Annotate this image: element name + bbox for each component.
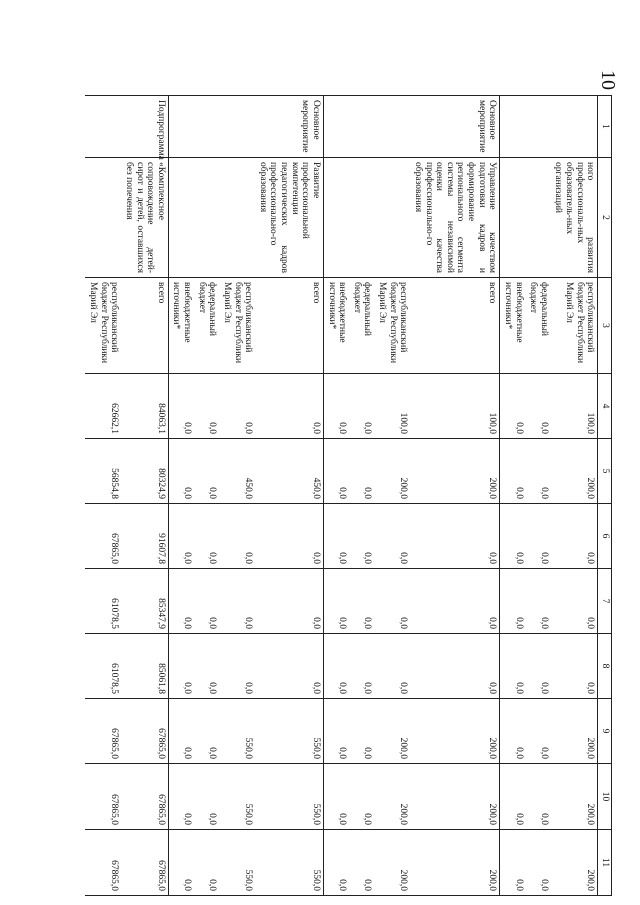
value-cell: 67865,0 xyxy=(121,764,168,830)
name-cell xyxy=(526,158,551,278)
value-cell: 0,0 xyxy=(500,374,526,439)
source-cell: республиканский бюджет Республики Марий Эл xyxy=(551,278,598,374)
name-cell: «Комплексное сопровождение детей-сирот и детей, оставшихся без попечения xyxy=(121,158,168,278)
value-cell: 450,0 xyxy=(219,439,255,504)
value-cell: 0,0 xyxy=(219,504,255,569)
value-cell: 0,0 xyxy=(500,764,526,830)
value-cell: 80324,9 xyxy=(121,439,168,504)
value-cell: 0,0 xyxy=(168,699,194,764)
value-cell: 0,0 xyxy=(526,764,551,830)
source-cell: всего xyxy=(255,278,323,374)
value-cell: 56854,8 xyxy=(86,439,122,504)
value-cell: 0,0 xyxy=(194,374,219,439)
value-cell: 0,0 xyxy=(324,439,350,504)
column-header: 9 xyxy=(598,699,612,764)
value-cell: 0,0 xyxy=(551,504,598,569)
value-cell: 0,0 xyxy=(194,569,219,634)
value-cell: 0,0 xyxy=(500,634,526,699)
value-cell: 0,0 xyxy=(551,569,598,634)
value-cell: 200,0 xyxy=(375,830,411,896)
status-cell xyxy=(86,96,122,158)
page-number: 10 xyxy=(597,70,620,90)
value-cell: 550,0 xyxy=(255,699,323,764)
column-header: 8 xyxy=(598,634,612,699)
value-cell: 85347,9 xyxy=(121,569,168,634)
value-cell: 200,0 xyxy=(551,439,598,504)
table-row xyxy=(500,96,526,896)
source-cell: федеральный бюджет xyxy=(349,278,374,374)
column-header: 7 xyxy=(598,569,612,634)
value-cell: 100,0 xyxy=(551,374,598,439)
value-cell: 0,0 xyxy=(349,699,374,764)
table-row xyxy=(168,96,194,896)
status-cell xyxy=(551,96,598,158)
name-cell xyxy=(500,158,526,278)
status-cell xyxy=(168,96,194,158)
value-cell: 0,0 xyxy=(324,374,350,439)
budget-table xyxy=(86,95,613,896)
value-cell: 0,0 xyxy=(219,374,255,439)
value-cell: 61078,5 xyxy=(86,569,122,634)
name-cell: Управление качеством подготовки кадров и формирование регионального сегмента системы независимой оценки качества профессионально-го образования xyxy=(410,158,500,278)
column-header: 5 xyxy=(598,439,612,504)
value-cell: 0,0 xyxy=(255,634,323,699)
status-cell xyxy=(194,96,219,158)
value-cell: 0,0 xyxy=(219,634,255,699)
value-cell: 550,0 xyxy=(255,764,323,830)
value-cell: 0,0 xyxy=(255,504,323,569)
name-cell: ного развития профессиональ-ных образователь-ных организаций xyxy=(551,158,598,278)
value-cell: 0,0 xyxy=(194,764,219,830)
value-cell: 0,0 xyxy=(410,504,500,569)
column-header: 1 xyxy=(598,96,612,158)
table-row xyxy=(219,96,255,896)
table-body xyxy=(86,96,598,896)
value-cell: 67865,0 xyxy=(121,699,168,764)
column-header: 4 xyxy=(598,374,612,439)
column-header: 2 xyxy=(598,158,612,278)
value-cell: 91607,8 xyxy=(121,504,168,569)
value-cell: 100,0 xyxy=(375,374,411,439)
value-cell: 0,0 xyxy=(349,439,374,504)
table-row xyxy=(255,96,323,896)
name-cell xyxy=(86,158,122,278)
status-cell: Основное мероприятие xyxy=(255,96,323,158)
source-cell: всего xyxy=(121,278,168,374)
value-cell: 0,0 xyxy=(526,569,551,634)
value-cell: 0,0 xyxy=(500,699,526,764)
status-cell: Подпрограмма xyxy=(121,96,168,158)
value-cell: 0,0 xyxy=(526,634,551,699)
table-row xyxy=(375,96,411,896)
value-cell: 0,0 xyxy=(526,830,551,896)
value-cell: 0,0 xyxy=(168,764,194,830)
name-cell: Развитие профессиональной компетенции педагогических кадров профессионально-го образования xyxy=(255,158,323,278)
value-cell: 0,0 xyxy=(324,699,350,764)
value-cell: 0,0 xyxy=(168,634,194,699)
value-cell: 200,0 xyxy=(551,830,598,896)
value-cell: 0,0 xyxy=(324,764,350,830)
value-cell: 61078,5 xyxy=(86,634,122,699)
value-cell: 0,0 xyxy=(500,439,526,504)
value-cell: 200,0 xyxy=(410,439,500,504)
source-cell: республиканский бюджет Республики Марий Эл xyxy=(375,278,411,374)
table-row xyxy=(194,96,219,896)
value-cell: 0,0 xyxy=(349,374,374,439)
value-cell: 0,0 xyxy=(324,634,350,699)
value-cell: 200,0 xyxy=(551,764,598,830)
header-row xyxy=(598,96,612,896)
value-cell: 0,0 xyxy=(551,634,598,699)
value-cell: 67865,0 xyxy=(86,504,122,569)
table-row xyxy=(526,96,551,896)
table-row xyxy=(324,96,350,896)
value-cell: 0,0 xyxy=(410,569,500,634)
table-row xyxy=(86,96,122,896)
value-cell: 67865,0 xyxy=(86,764,122,830)
status-cell xyxy=(526,96,551,158)
value-cell: 200,0 xyxy=(375,699,411,764)
source-cell: федеральный бюджет xyxy=(526,278,551,374)
value-cell: 0,0 xyxy=(194,439,219,504)
value-cell: 67865,0 xyxy=(121,830,168,896)
value-cell: 200,0 xyxy=(410,764,500,830)
status-cell xyxy=(219,96,255,158)
value-cell: 0,0 xyxy=(324,830,350,896)
value-cell: 0,0 xyxy=(168,569,194,634)
source-cell: республиканский бюджет Республики Марий Эл xyxy=(86,278,122,374)
value-cell: 0,0 xyxy=(324,504,350,569)
value-cell: 0,0 xyxy=(194,699,219,764)
column-header: 3 xyxy=(598,278,612,374)
rotated-sheet xyxy=(88,95,612,895)
value-cell: 550,0 xyxy=(219,764,255,830)
value-cell: 550,0 xyxy=(219,830,255,896)
value-cell: 0,0 xyxy=(219,569,255,634)
source-cell: всего xyxy=(410,278,500,374)
value-cell: 0,0 xyxy=(194,504,219,569)
column-header: 6 xyxy=(598,504,612,569)
source-cell: республиканский бюджет Республики Марий Эл xyxy=(219,278,255,374)
value-cell: 0,0 xyxy=(349,504,374,569)
source-cell: внебюджетные источники* xyxy=(168,278,194,374)
value-cell: 0,0 xyxy=(375,504,411,569)
value-cell: 0,0 xyxy=(324,569,350,634)
value-cell: 450,0 xyxy=(255,439,323,504)
value-cell: 0,0 xyxy=(168,830,194,896)
value-cell: 200,0 xyxy=(410,830,500,896)
table-row xyxy=(551,96,598,896)
value-cell: 0,0 xyxy=(194,634,219,699)
value-cell: 0,0 xyxy=(500,830,526,896)
value-cell: 0,0 xyxy=(500,504,526,569)
status-cell: Основное мероприятие xyxy=(410,96,500,158)
name-cell xyxy=(168,158,194,278)
value-cell: 67865,0 xyxy=(86,830,122,896)
value-cell: 0,0 xyxy=(526,439,551,504)
name-cell xyxy=(219,158,255,278)
value-cell: 0,0 xyxy=(255,374,323,439)
value-cell: 0,0 xyxy=(500,569,526,634)
value-cell: 84063,1 xyxy=(121,374,168,439)
status-cell xyxy=(349,96,374,158)
value-cell: 0,0 xyxy=(255,569,323,634)
value-cell: 0,0 xyxy=(526,504,551,569)
value-cell: 0,0 xyxy=(375,634,411,699)
value-cell: 0,0 xyxy=(349,764,374,830)
status-cell xyxy=(500,96,526,158)
value-cell: 200,0 xyxy=(375,439,411,504)
value-cell: 200,0 xyxy=(410,699,500,764)
value-cell: 200,0 xyxy=(375,764,411,830)
value-cell: 85061,8 xyxy=(121,634,168,699)
source-cell: федеральный бюджет xyxy=(194,278,219,374)
value-cell: 0,0 xyxy=(349,830,374,896)
value-cell: 200,0 xyxy=(551,699,598,764)
column-header: 11 xyxy=(598,830,612,896)
table-row xyxy=(349,96,374,896)
value-cell: 0,0 xyxy=(168,374,194,439)
source-cell: внебюджетные источники* xyxy=(500,278,526,374)
name-cell xyxy=(194,158,219,278)
value-cell: 0,0 xyxy=(526,699,551,764)
value-cell: 0,0 xyxy=(194,830,219,896)
name-cell xyxy=(324,158,350,278)
column-header: 10 xyxy=(598,764,612,830)
value-cell: 0,0 xyxy=(375,569,411,634)
value-cell: 550,0 xyxy=(255,830,323,896)
name-cell xyxy=(349,158,374,278)
source-cell: внебюджетные источники* xyxy=(324,278,350,374)
value-cell: 100,0 xyxy=(410,374,500,439)
value-cell: 550,0 xyxy=(219,699,255,764)
value-cell: 67865,0 xyxy=(86,699,122,764)
value-cell: 0,0 xyxy=(526,374,551,439)
name-cell xyxy=(375,158,411,278)
status-cell xyxy=(375,96,411,158)
table-row xyxy=(410,96,500,896)
value-cell: 62662,1 xyxy=(86,374,122,439)
table-row xyxy=(121,96,168,896)
value-cell: 0,0 xyxy=(168,504,194,569)
value-cell: 0,0 xyxy=(168,439,194,504)
status-cell xyxy=(324,96,350,158)
value-cell: 0,0 xyxy=(349,634,374,699)
value-cell: 0,0 xyxy=(349,569,374,634)
value-cell: 0,0 xyxy=(410,634,500,699)
